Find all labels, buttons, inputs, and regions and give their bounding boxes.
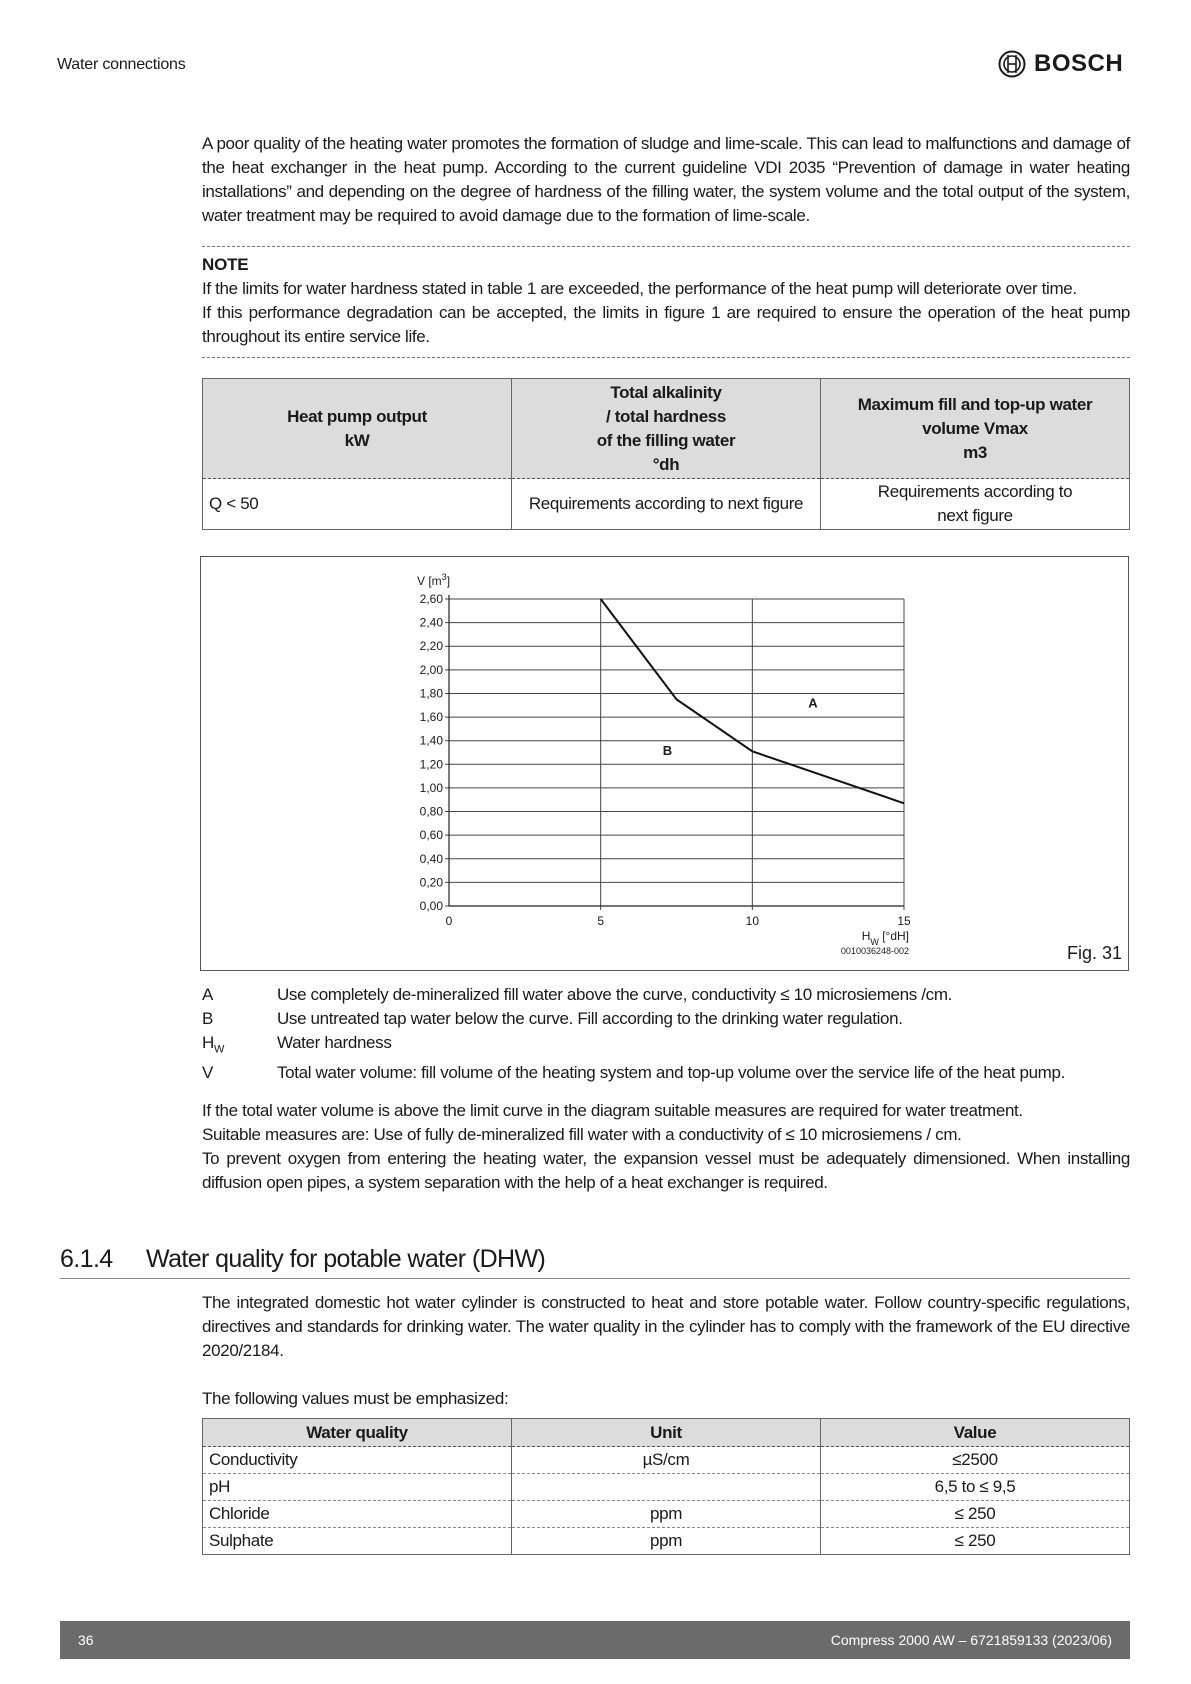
y-tick-label: 1,40 xyxy=(419,733,443,748)
table-row xyxy=(203,479,1130,530)
legend-key: V xyxy=(202,1063,213,1083)
y-tick-label: 0,40 xyxy=(419,851,443,866)
cell-quality: Chloride xyxy=(203,1501,512,1528)
note-box xyxy=(202,246,1130,358)
section-lead-block xyxy=(202,1387,1130,1411)
intro-block xyxy=(202,132,1130,228)
y-tick-label: 0,00 xyxy=(419,899,443,913)
figure-label: Fig. 31 xyxy=(1066,943,1122,963)
cell-output: Q < 50 xyxy=(203,479,512,530)
table-header-row xyxy=(203,379,1130,479)
measures-block xyxy=(202,1099,1130,1195)
note-title: NOTE xyxy=(202,255,249,274)
cell-alkalinity: Requirements according to next figure xyxy=(512,479,821,530)
chart-legend xyxy=(202,983,1130,1085)
legend-key: B xyxy=(202,1009,213,1028)
y-tick-label: 1,20 xyxy=(419,757,443,772)
legend-item xyxy=(202,1031,1130,1061)
legend-item xyxy=(202,1007,1130,1031)
y-tick-label: 2,60 xyxy=(419,592,443,606)
table-row xyxy=(203,1447,1130,1474)
legend-text: Total water volume: fill volume of the heating system and top-up volume over the service life of the heat pump. xyxy=(277,1063,1065,1083)
cell-unit: µS/cm xyxy=(512,1447,821,1474)
cell-quality: pH xyxy=(203,1474,512,1501)
y-tick-label: 0,60 xyxy=(419,828,443,843)
legend-item xyxy=(202,983,1130,1007)
cell-value: ≤ 250 xyxy=(821,1501,1130,1528)
legend-text: Use untreated tap water below the curve. Fill according to the drinking water regulation. xyxy=(277,1009,903,1028)
intro-paragraph: A poor quality of the heating water promotes the formation of sludge and lime-scale. This can lead to malfunctions and damage of the heat exchanger in the heat pump. According to the current guideline VDI 2035 “Prevention of damage in water heating installations” and depending on the degree of hardness of the filling water, the system volume and the total output of the system, water treatment may be required to avoid damage due to the formation of lime-scale. xyxy=(202,134,1130,225)
y-tick-label: 1,00 xyxy=(419,780,443,795)
y-tick-label: 2,20 xyxy=(419,639,443,654)
water-volume-chart-figure xyxy=(200,556,1129,971)
note-line-2: If this performance degradation can be accepted, the limits in figure 1 are required to ensure the operation of the heat pump throughout its entire service life. xyxy=(202,303,1130,346)
legend-item xyxy=(202,1061,1130,1085)
section-title: Water quality for potable water (DHW) xyxy=(146,1245,546,1273)
cell-unit xyxy=(512,1474,821,1501)
header-unit: Unit xyxy=(512,1419,821,1447)
measures-line-2: Suitable measures are: Use of fully de-mineralized fill water with a conductivity of ≤ 10 microsiemens / cm. xyxy=(202,1125,962,1144)
document-reference: Compress 2000 AW – 6721859133 (2023/06) xyxy=(830,1632,1112,1648)
y-tick-label: 0,80 xyxy=(419,804,443,819)
table-row xyxy=(203,1474,1130,1501)
bosch-logo xyxy=(998,50,1123,78)
header-heat-pump-output: Heat pump output kW xyxy=(203,379,512,479)
page-section-title: Water connections xyxy=(57,56,186,73)
water-volume-chart xyxy=(201,557,1128,970)
cell-value: ≤ 250 xyxy=(821,1528,1130,1555)
legend-key: $H_W$ xyxy=(202,1033,224,1056)
x-tick-label: 10 xyxy=(745,914,760,928)
cell-value: ≤2500 xyxy=(821,1447,1130,1474)
y-tick-label: 0,20 xyxy=(419,875,443,890)
water-quality-table-container xyxy=(202,1418,1130,1555)
water-quality-table xyxy=(202,1418,1130,1555)
note-line-1: If the limits for water hardness stated in table 1 are exceeded, the performance of the heat pump will deteriorate over time. xyxy=(202,279,1077,298)
table-row xyxy=(203,1528,1130,1555)
section-body-block xyxy=(202,1291,1130,1363)
section-number: 6.1.4 xyxy=(60,1245,113,1273)
hardness-table-container xyxy=(202,378,1130,530)
y-tick-label: 2,00 xyxy=(419,662,443,677)
legend-text: Use completely de-mineralized fill water above the curve, conductivity ≤ 10 microsiemens /cm. xyxy=(277,985,953,1004)
region-label: A xyxy=(808,695,818,711)
hardness-table xyxy=(202,378,1130,530)
cell-quality: Sulphate xyxy=(203,1528,512,1555)
measures-line-1: If the total water volume is above the limit curve in the diagram suitable measures are required for water treatment. xyxy=(202,1101,1023,1120)
x-tick-label: 5 xyxy=(597,914,605,928)
brand-name: BOSCH xyxy=(1034,50,1124,77)
y-tick-label: 1,80 xyxy=(419,686,443,701)
x-tick-label: 0 xyxy=(445,914,453,928)
table-header-row xyxy=(203,1419,1130,1447)
legend-text: Water hardness xyxy=(277,1033,392,1052)
y-axis-label: V $[m^3]$ xyxy=(417,572,451,588)
cell-unit: ppm xyxy=(512,1501,821,1528)
image-code: 0010036248-002 xyxy=(840,946,909,956)
header-value: Value xyxy=(821,1419,1130,1447)
section-heading xyxy=(60,1245,1130,1279)
page-number: 36 xyxy=(78,1632,94,1648)
measures-line-3: To prevent oxygen from entering the heating water, the expansion vessel must be adequately dimensioned. When installing diffusion open pipes, a system separation with the help of a heat exchanger is required. xyxy=(202,1149,1130,1192)
legend-key: A xyxy=(202,985,213,1004)
section-lead: The following values must be emphasized: xyxy=(202,1389,509,1408)
y-tick-label: 1,60 xyxy=(419,710,443,725)
cell-volume: Requirements according to next figure xyxy=(821,479,1130,530)
page-footer xyxy=(60,1621,1130,1659)
header-total-alkalinity: Total alkalinity / total hardness of the filling water °dh xyxy=(512,379,821,479)
table-row xyxy=(203,1501,1130,1528)
cell-value: 6,5 to ≤ 9,5 xyxy=(821,1474,1130,1501)
header-max-fill-volume: Maximum fill and top-up water volume Vmax m3 xyxy=(821,379,1130,479)
region-label: B xyxy=(662,742,673,758)
cell-unit: ppm xyxy=(512,1528,821,1555)
bosch-armature-icon xyxy=(998,50,1026,78)
x-axis-label: $H_W$ [°dH] xyxy=(861,929,909,947)
x-tick-label: 15 xyxy=(897,914,911,928)
y-tick-label: 2,40 xyxy=(419,615,443,630)
header-water-quality: Water quality xyxy=(203,1419,512,1447)
section-body: The integrated domestic hot water cylinder is constructed to heat and store potable water. Follow country-specific regulations, directives and standards for drinking water. The water quality in the cylinder has to comply with the framework of the EU directive 2020/2184. xyxy=(202,1293,1130,1360)
cell-quality: Conductivity xyxy=(203,1447,512,1474)
